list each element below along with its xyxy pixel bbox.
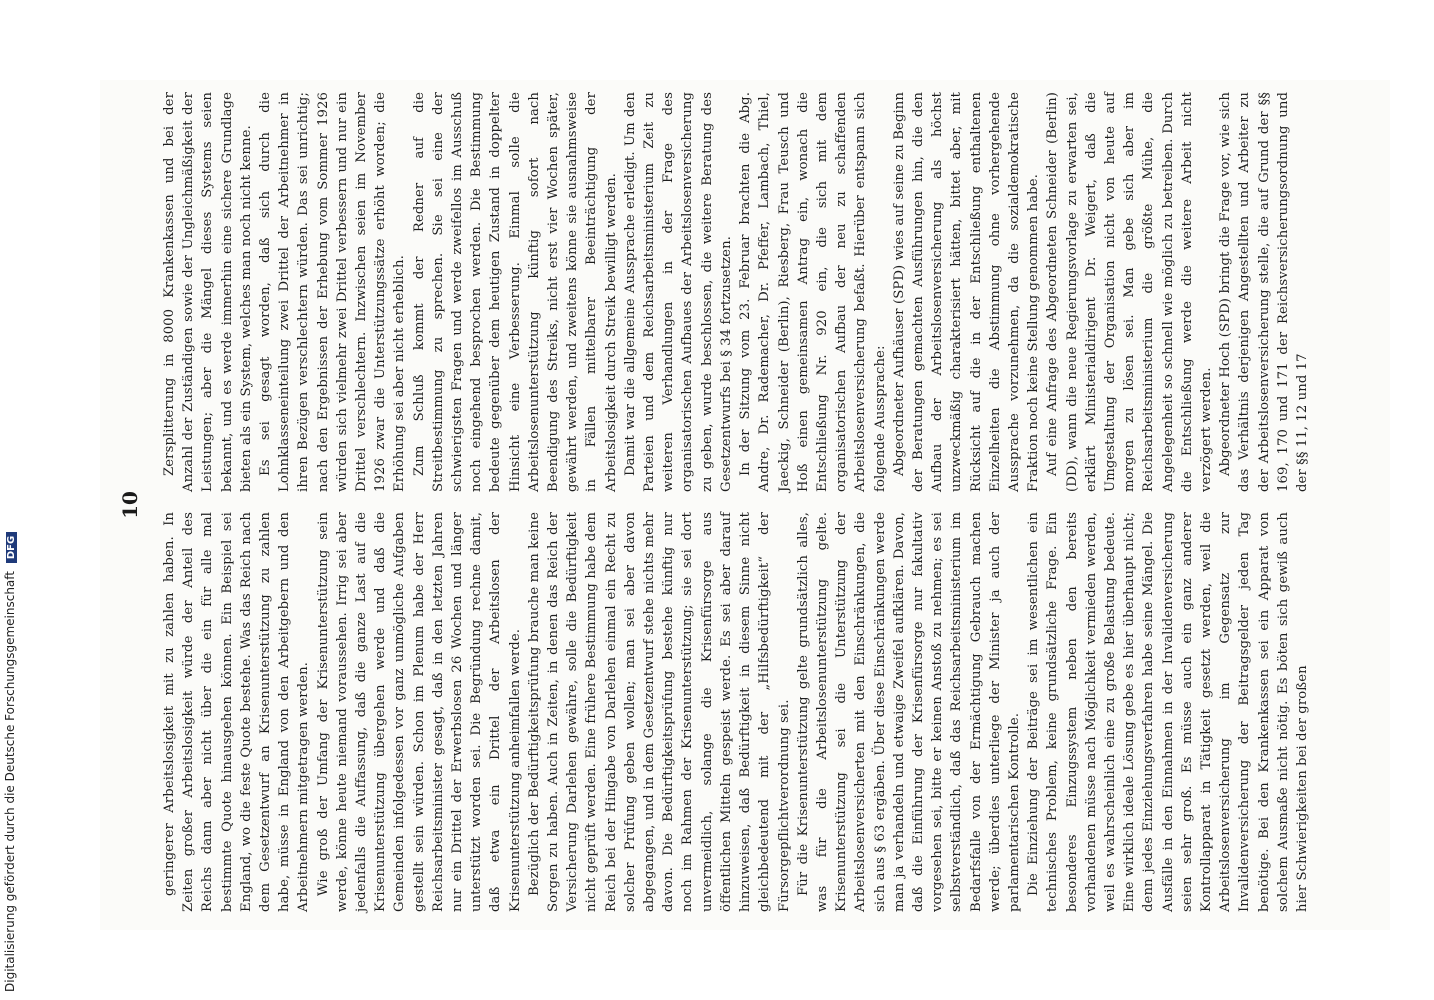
dfg-logo: DFG xyxy=(6,532,17,563)
paragraph: geringerer Arbeitslosigkeit mit zu zahlen haben. In Zeiten großer Arbeitslosigkeit würde der Anteil des Reichs dann aber nicht über die ein für alle mal bestimmte Quote hinausgehen können. Ein Beispiel sei England, wo die feste Quote bestehe. Was das Reich nach dem Gesetzentwurf an Krisenunterstützung zu zahlen habe, müsse in England von den Arbeitgebern und den Arbeitnehmern mitgetragen werden. xyxy=(162,512,312,912)
paragraph: Es sei gesagt worden, daß sich durch die Lohnklasseneinteilung zwei Drittel der Arbeitnehmer in ihren Bezügen verschlechtern würden. Das sei unrichtig; nach den Ergebnissen der Erhebung vom Sommer 1926 würden sich vielmehr zwei Drittel verbessern und nur ein Drittel verschlechtern. Inzwischen seien im November 1926 zwar die Unterstützungssätze erhöht worden; die Erhöhung sei aber nicht erheblich. xyxy=(258,92,408,492)
scanned-page xyxy=(100,80,1390,930)
paragraph: Wie groß der Umfang der Krisenunterstützung sein werde, könne heute niemand voraussehen. Irrig sei aber jedenfalls die Auffassung, daß die ganze Last auf die Krisenunterstützung übergehen werde und daß die Gemeinden infolgedessen vor ganz unmögliche Aufgaben gestellt sein würden. Schon im Plenum habe der Herr Reichsarbeitsminister gesagt, daß in den letzten Jahren nur ein Drittel der Erwerbslosen 26 Wochen und länger unterstützt worden sei. Die Begründung rechne damit, daß etwa ein Drittel der Arbeitslosen der Krisenunterstützung anheimfallen werde. xyxy=(315,512,523,912)
paragraph: Abgeordneter Hoch (SPD) bringt die Frage vor, wie sich das Verhältnis derjenigen Angestellten und Arbeiter zu der Arbeitslosenversicherung stelle, die auf Grund der §§ 169, 170 und 171 der Reichsversicherungsordnung und der §§ 11, 12 und 17 xyxy=(1218,92,1310,492)
page-number: 10 xyxy=(118,491,142,519)
paragraph: Auf eine Anfrage des Abgeordneten Schneider (Berlin) (DD), wann die neue Regierungsvorlage zu erwarten sei, erklärt Ministerialdirigent Dr. Weigert, daß die Umgestaltung der Organisation nicht von heute auf morgen zu lösen sei. Man gebe sich aber im Reichsarbeitsministerium die größte Mühe, die Angelegenheit so schnell wie möglich zu betreiben. Durch die Entschließung werde die weitere Arbeit nicht verzögert werden. xyxy=(1045,92,1214,492)
paragraph: Abgeordneter Aufhäuser (SPD) wies auf seine zu Beginn der Beratungen gemachten Ausführungen hin, die den Aufbau der Arbeitslosenversicherung als höchst unzweckmäßig charakterisiert hätten, bittet aber, mit Rücksicht auf die in der Entschließung enthaltenen Einzelheiten die Abstimmung ohne vorhergehende Aussprache vorzunehmen, da die sozialdemokratische Fraktion noch keine Stellung genommen habe. xyxy=(891,92,1042,492)
paragraph: Zersplitterung in 8000 Krankenkassen und bei der Anzahl der Zuständigen sowie der Ungleichmäßigkeit der Leistungen; aber die Mängel dieses Systems seien bekannt, und es werde immerhin eine sichere Grundlage bieten als ein System, welches man noch nicht kenne. xyxy=(162,92,254,492)
paragraph: Damit war die allgemeine Aussprache erledigt. Um den Parteien und dem Reichsarbeitsministerium Zeit zu weiteren Verhandlungen in der Frage des organisatorischen Aufbaues der Arbeitslosenversicherung zu geben, wurde beschlossen, die weitere Beratung des Gesetzentwurfs bei § 34 fortzusetzen. xyxy=(622,92,734,492)
paragraph: Für die Krisenunterstützung gelte grundsätzlich alles, was für die Arbeitslosenunterstützung gelte. Krisenunterstützung sei die Unterstützung der Arbeitslosenversicherten mit den Einschränkungen, die sich aus § 63 ergäben. Über diese Einschränkungen werde man ja verhandeln und etwaige Zweifel aufklären. Davon, daß die Einführung der Krisenfürsorge nur fakultativ vorgesehen sei, bitte er keinen Anstoß zu nehmen; es sei selbstverständlich, daß das Reichsarbeitsministerium im Bedarfsfalle von der Ermächtigung Gebrauch machen werde; überdies unterliege der Minister ja auch der parlamentarischen Kontrolle. xyxy=(795,512,1022,912)
digitization-credit xyxy=(3,532,17,992)
paragraph: Bezüglich der Bedürftigkeitsprüfung brauche man keine Sorgen zu haben. Auch in Zeiten, in denen das Reich der Versicherung Darlehen gewähre, solle die Bedürftigkeit nicht geprüft werden. Eine frühere Bestimmung habe dem Reich bei der Hingabe von Darlehen einmal ein Recht zu solcher Prüfung geben wollen; man sei aber davon abgegangen, und in dem Gesetzentwurf stehe nichts mehr davon. Die Bedürftigkeitsprüfung bestehe künftig nur noch im Rahmen der Krisenunterstützung; sie sei dort unvermeidlich, solange die Krisenfürsorge aus öffentlichen Mitteln gespeist werde. Es sei aber darauf hinzuweisen, daß Bedürftigkeit in diesem Sinne nicht gleichbedeutend mit der „Hilfsbedürftigkeit“ der Fürsorgepflichtverordnung sei. xyxy=(526,512,792,912)
left-column xyxy=(160,512,1312,912)
paragraph: Zum Schluß kommt der Redner auf die Streitbestimmung zu sprechen. Sie sei eine der schwierigsten Fragen und werde zweifellos im Ausschuß noch eingehend besprochen werden. Die Bestimmung bedeute gegenüber dem heutigen Zustand in doppelter Hinsicht eine Verbesserung. Einmal solle die Arbeitslosenunterstützung künftig sofort nach Beendigung des Streiks, nicht erst vier Wochen später, gewährt werden, und zweitens könne sie ausnahmsweise in Fällen mittelbarer Beeinträchtigung der Arbeitslosigkeit durch Streik bewilligt werden. xyxy=(411,92,619,492)
paragraph: In der Sitzung vom 23. Februar brachten die Abg. Andre, Dr. Rademacher, Dr. Pfeffer, Lambach, Thiel, Jaeckig, Schneider (Berlin), Riesberg, Frau Teusch und Hoß einen gemeinsamen Antrag ein, wonach die Entschließung Nr. 920 ein, die sich mit dem organisatorischen Aufbau der neu zu schaffenden Arbeitslosenversicherung befaßt. Hierüber entspann sich folgende Aussprache: xyxy=(738,92,888,492)
digitization-credit-bar xyxy=(0,0,22,1000)
right-column xyxy=(160,92,1312,492)
paragraph: Die Einziehung der Beiträge sei im wesentlichen ein technisches Problem, keine grundsätzliche Frage. Ein besonderes Einzugssystem neben den bereits vorhandenen müsse nach Möglichkeit vermieden werden, weil es wahrscheinlich eine zu große Belastung bedeute. Eine wirklich ideale Lösung gebe es hier überhaupt nicht; denn jedes Einziehungsverfahren habe seine Mängel. Die Ausfälle in den Einnahmen in der Invalidenversicherung seien sehr groß. Es müsse auch ein ganz anderer Kontrollapparat in Tätigkeit gesetzt werden, weil die Arbeitslosenversicherung im Gegensatz zur Invalidenversicherung der Beitragsgelder jeden Tag benötige. Bei den Krankenkassen sei ein Apparat von solchem Ausmaße nicht nötig. Es böten sich gewiß auch hier Schwierigkeiten bei der großen xyxy=(1026,512,1310,912)
digitization-credit-text: Digitalisierung gefördert durch die Deutsche Forschungsgemeinschaft xyxy=(3,570,17,992)
